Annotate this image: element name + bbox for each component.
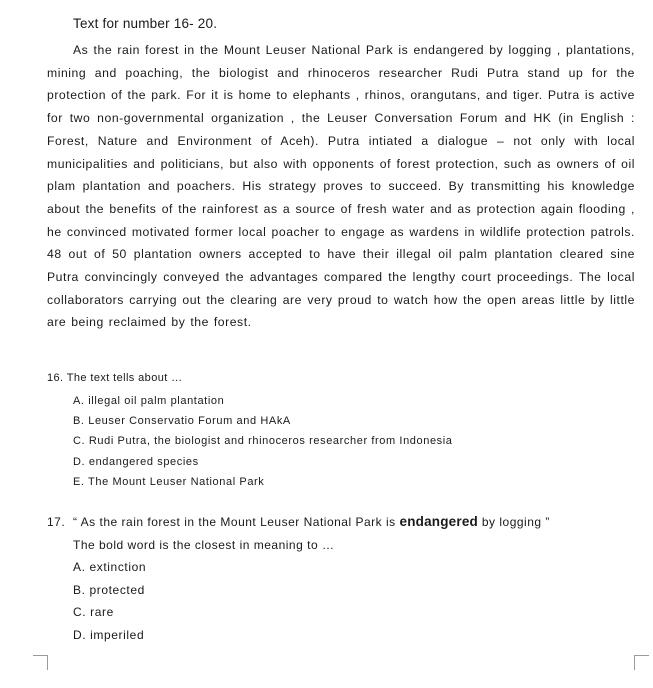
question-17-option-c: C. rare [73,605,114,619]
page-corner-mark-left [33,655,48,670]
question-17-option-a: A. extinction [73,560,147,574]
question-17-options [73,556,146,646]
question-16-option-b: B. Leuser Conservatio Forum and HAkA [73,415,291,428]
question-16-option-c: C. Rudi Putra, the biologist and rhinoceros researcher from Indonesia [73,435,453,448]
question-17-subprompt: The bold word is the closest in meaning to … [73,538,335,552]
page-corner-mark-right [634,655,649,670]
question-16-option-e: E. The Mount Leuser National Park [73,475,265,488]
question-17-number: 17. [47,515,66,529]
question-17-stem-before: “ As the rain forest in the Mount Leuser National Park is [73,515,400,529]
question-17-bold-word: endangered [399,514,479,529]
reading-passage: As the rain forest in the Mount Leuser National Park is endangered by logging , plantations, mining and poaching, the biologist and rhinoceros researcher Rudi Putra stand up for the protection of the park. For it is home to elephants , rhinos, orangutans, and tiger. Putra is active for two non-governmental organization , the Leuser Conversation Forum and HK (in English : Forest, Nature and Environment of Aceh). Putra intiated a dialogue – not only with local municipalities and politicians, but also with opponents of forest protection, such as owners of oil plam plantation and poachers. His strategy proves to succeed. By transmitting his knowledge about the benefits of the rainforest as a source of fresh water and as protection again flooding , he convinced motivated former local poacher to engage as wardens in wildlife protection patrols. 48 out of 50 plantation owners accepted to have their illegal oil palm plantation cleared sine Putra convincingly conveyed the advantages compared the lengthy court proceedings. The local collaborators carrying out the clearing are very proud to watch how the open areas little by little are being reclaimed by the forest. [47,43,635,330]
question-17-option-d: D. imperiled [73,627,145,642]
question-16-option-d: D. endangered species [73,455,199,468]
question-16-option-a: A. illegal oil palm plantation [73,395,225,407]
section-heading: Text for number 16- 20. [73,16,218,31]
question-16-stem: 16. The text tells about … [47,372,183,384]
question-17-stem [47,514,550,529]
question-17-stem-after: by logging ” [478,515,550,529]
question-16-options [73,391,453,492]
question-17-option-b: B. protected [73,582,145,597]
